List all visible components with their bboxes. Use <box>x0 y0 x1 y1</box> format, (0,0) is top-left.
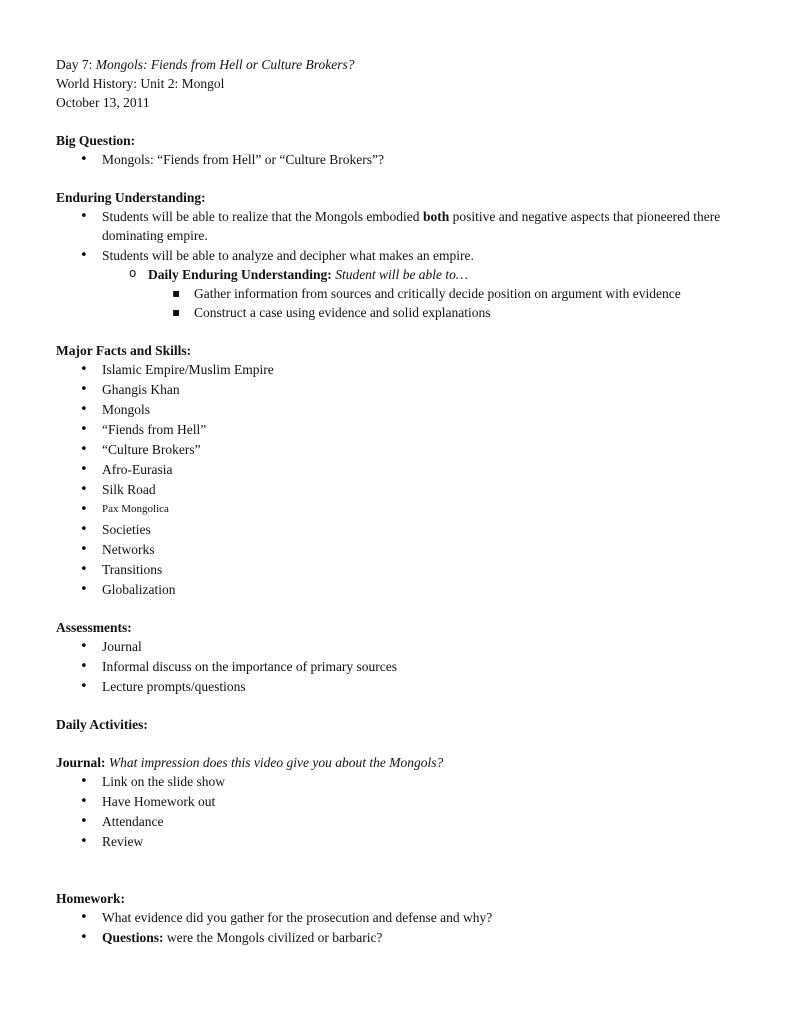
journal-section <box>56 753 731 851</box>
list-item: • Informal discuss on the importance of primary sources <box>56 657 731 676</box>
major-facts-list <box>56 360 731 599</box>
list-item: • Students will be able to analyze and decipher what makes an empire. o Daily Enduring Understanding: Student will be able to… ▪ Gather information from sources and critically decide position on argument with evidence ▪ Construct a case using evidence and solid explanations <box>56 246 731 322</box>
lesson-title <box>56 55 731 74</box>
course-line: World History: Unit 2: Mongol <box>56 76 225 91</box>
list-item: • What evidence did you gather for the prosecution and defense and why? <box>56 908 731 927</box>
big-question-list <box>56 150 731 169</box>
homework-list <box>56 908 731 947</box>
list-item: • Questions: were the Mongols civilized or barbaric? <box>56 928 731 947</box>
journal-prompt: What impression does this video give you about the Mongols? <box>105 755 444 770</box>
daily-enduring-sublist <box>148 284 731 322</box>
document-header <box>56 55 731 112</box>
daily-enduring-item: o Daily Enduring Understanding: Student will be able to… ▪ Gather information from sources and critically decide position on argument with evidence ▪ Construct a case using evidence and solid explanations <box>102 265 731 322</box>
journal-prompt-line <box>56 753 731 772</box>
list-item: • Students will be able to realize that the Mongols embodied both positive and negative aspects that pioneered there dominating empire. <box>56 207 727 245</box>
homework-section <box>56 889 731 947</box>
list-item: • “Culture Brokers” <box>56 440 731 459</box>
daily-activities-heading: Daily Activities: <box>56 717 148 732</box>
list-item: • Mongols: “Fiends from Hell” or “Culture Brokers”? <box>56 150 731 169</box>
list-item: • Review <box>56 832 731 851</box>
big-question-section <box>56 131 731 169</box>
list-item: • Mongols <box>56 400 731 419</box>
list-item: • Transitions <box>56 560 731 579</box>
list-item: • Attendance <box>56 812 731 831</box>
assessments-heading: Assessments: <box>56 620 132 635</box>
homework-heading: Homework: <box>56 891 125 906</box>
list-item: • Societies <box>56 520 731 539</box>
list-item: • Networks <box>56 540 731 559</box>
assessments-list <box>56 637 731 696</box>
date-line: October 13, 2011 <box>56 95 150 110</box>
list-item: • Lecture prompts/questions <box>56 677 731 696</box>
daily-enduring-list <box>102 265 731 322</box>
enduring-understanding-section <box>56 188 731 322</box>
list-item: • Have Homework out <box>56 792 731 811</box>
list-item: • Islamic Empire/Muslim Empire <box>56 360 731 379</box>
enduring-understanding-list <box>56 207 731 322</box>
list-item: • Link on the slide show <box>56 772 731 791</box>
list-item: • Journal <box>56 637 731 656</box>
list-item: • Globalization <box>56 580 731 599</box>
enduring-understanding-heading: Enduring Understanding: <box>56 190 206 205</box>
list-item: • Afro-Eurasia <box>56 460 731 479</box>
list-item: ▪ Gather information from sources and critically decide position on argument with evidence <box>148 284 724 303</box>
list-item: • Ghangis Khan <box>56 380 731 399</box>
list-item: ▪ Construct a case using evidence and solid explanations <box>148 303 724 322</box>
list-item: • Silk Road <box>56 480 731 499</box>
list-item: • Pax Mongolica <box>56 500 731 519</box>
day-label: Day 7: <box>56 57 96 72</box>
journal-label: Journal: <box>56 755 106 770</box>
big-question-heading: Big Question: <box>56 133 136 148</box>
daily-activities-section <box>56 715 731 734</box>
assessments-section <box>56 618 731 696</box>
list-item: • “Fiends from Hell” <box>56 420 731 439</box>
journal-list <box>56 772 731 851</box>
major-facts-heading: Major Facts and Skills: <box>56 343 192 358</box>
major-facts-section <box>56 341 731 599</box>
day-title: Mongols: Fiends from Hell or Culture Brokers? <box>95 57 355 72</box>
